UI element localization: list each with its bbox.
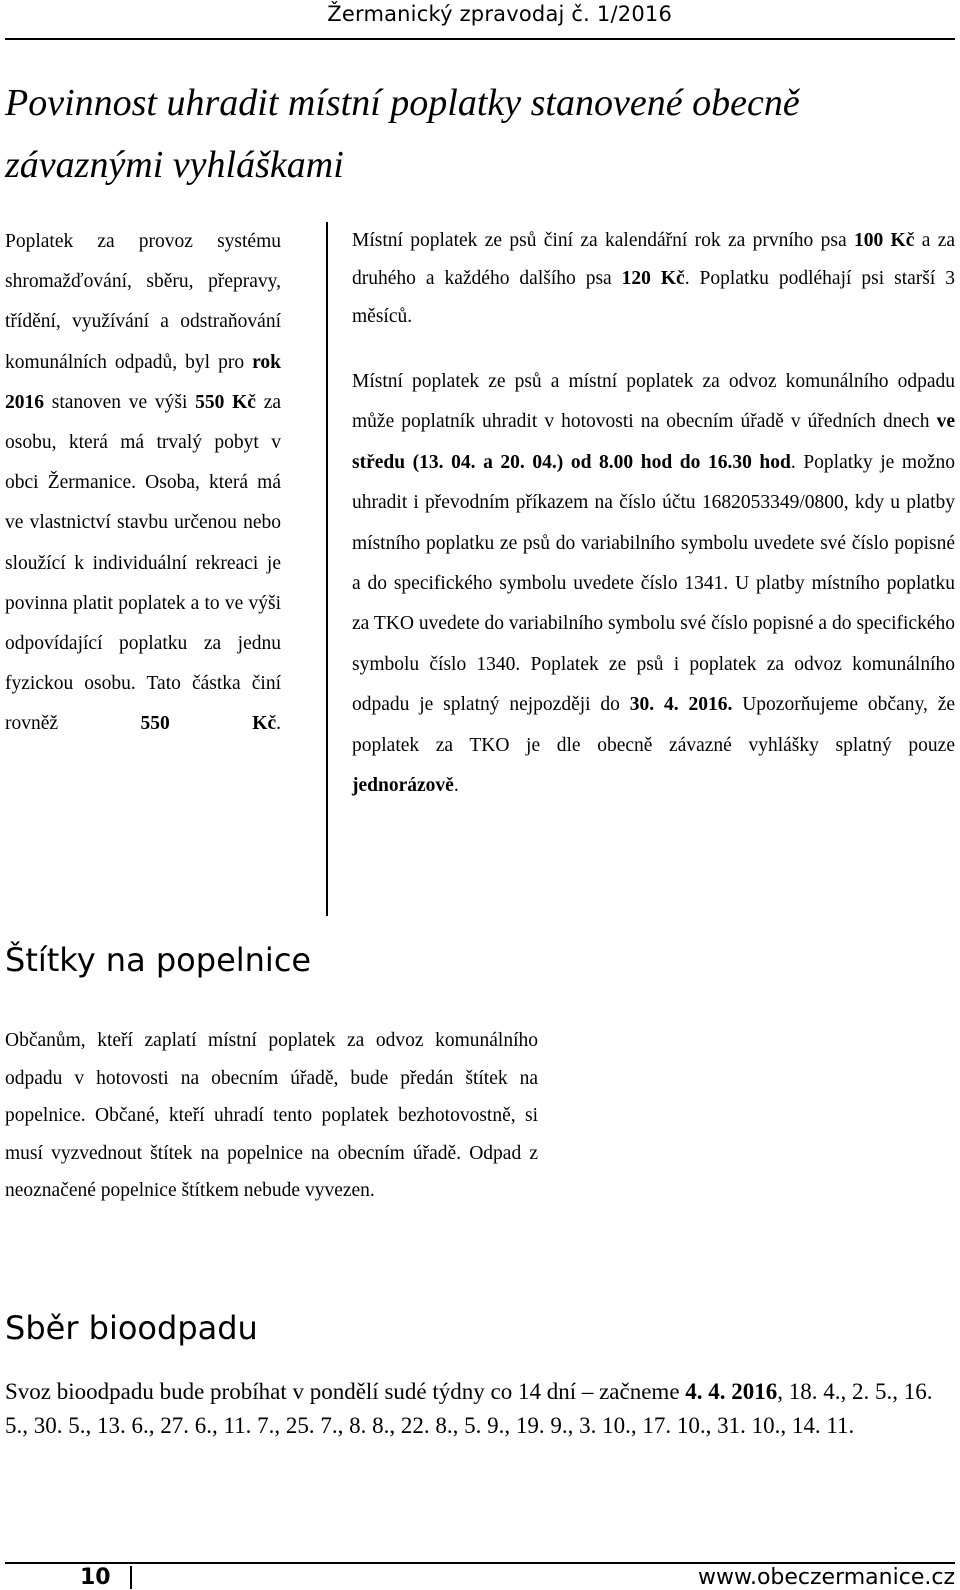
fee-paragraph-left: Poplatek za provoz systému shromažďování, sběru, přepravy, třídění, využívání a odstraňování komunálních odpadů, byl pro rok 2016 stanoven ve výši 550 Kč za osobu, která má trvalý pobyt v obci Žermanice. Osoba, která má ve vlastnictví stavbu určenou nebo sloužící k individuální rekreaci je povinna platit poplatek a to ve výši odpovídající poplatku za jednu fyzickou osobu. Tato částka činí rovněž 550 Kč. bbox=[5, 231, 282, 735]
article-title: Povinnost uhradit místní poplatky stanovené obecně závaznými vyhláškami bbox=[5, 82, 800, 186]
header-rule bbox=[5, 38, 955, 40]
stitky-paragraph: Občanům, kteří zaplatí místní poplatek za odvoz komunálního odpadu v hotovosti na obecním úřadě, bude předán štítek na popelnice. Občané, kteří uhradí tento poplatek bezhotovostně, si musí vyzvednout štítek na popelnice na obecním úřadě. Odpad z neoznačené popelnice štítkem nebude vyvezen. bbox=[5, 1030, 538, 1202]
fee-paragraphs-right bbox=[352, 222, 955, 806]
sber-paragraph: Svoz bioodpadu bude probíhat v pondělí sudé týdny co 14 dní – začneme 4. 4. 2016, 18. 4., 2. 5., 16. 5., 30. 5., 13. 6., 27. 6., 11. 7., 25. 7., 8. 8., 22. 8., 5. 9., 19. 9., 3. 10., 17. 10., 31. 10., 14. 11. bbox=[5, 1379, 933, 1438]
running-header: Žermanický zpravodaj č. 1/2016 bbox=[327, 2, 672, 26]
stitky-heading: Štítky na popelnice bbox=[5, 941, 312, 979]
page-number: 10 bbox=[80, 1565, 111, 1590]
footer-url: www.obeczermanice.cz bbox=[698, 1565, 955, 1590]
payment-paragraph: Místní poplatek ze psů a místní poplatek za odvoz komunálního odpadu může poplatník uhradit v hotovosti na obecním úřadě v úředních dnech ve středu (13. 04. a 20. 04.) od 8.00 hod do 16.30 hod. Poplatky je možno uhradit i převodním příkazem na číslo účtu 1682053349/0800, kdy u platby místního poplatku ze psů do variabilního symbolu uvedete své číslo popisné a do specifického symbolu uvedete číslo 1341. U platby místního poplatku za TKO uvedete do variabilního symbolu své číslo popisné a do specifického symbolu číslo 1340. Poplatek ze psů i poplatek za odvoz komunálního odpadu je splatný nejpozději do 30. 4. 2016. Upozorňujeme občany, že poplatek za TKO je dle obecně závazné vyhlášky splatný pouze jednorázově. bbox=[352, 371, 956, 797]
footer-divider bbox=[130, 1566, 132, 1589]
footer-rule bbox=[5, 1562, 955, 1564]
dog-fee-paragraph: Místní poplatek ze psů činí za kalendářní rok za prvního psa 100 Kč a za druhého a každého dalšího psa 120 Kč. Poplatku podléhají psi starší 3 měsíců. bbox=[352, 230, 956, 327]
sber-heading: Sběr bioodpadu bbox=[5, 1309, 258, 1347]
column-divider bbox=[326, 222, 328, 916]
